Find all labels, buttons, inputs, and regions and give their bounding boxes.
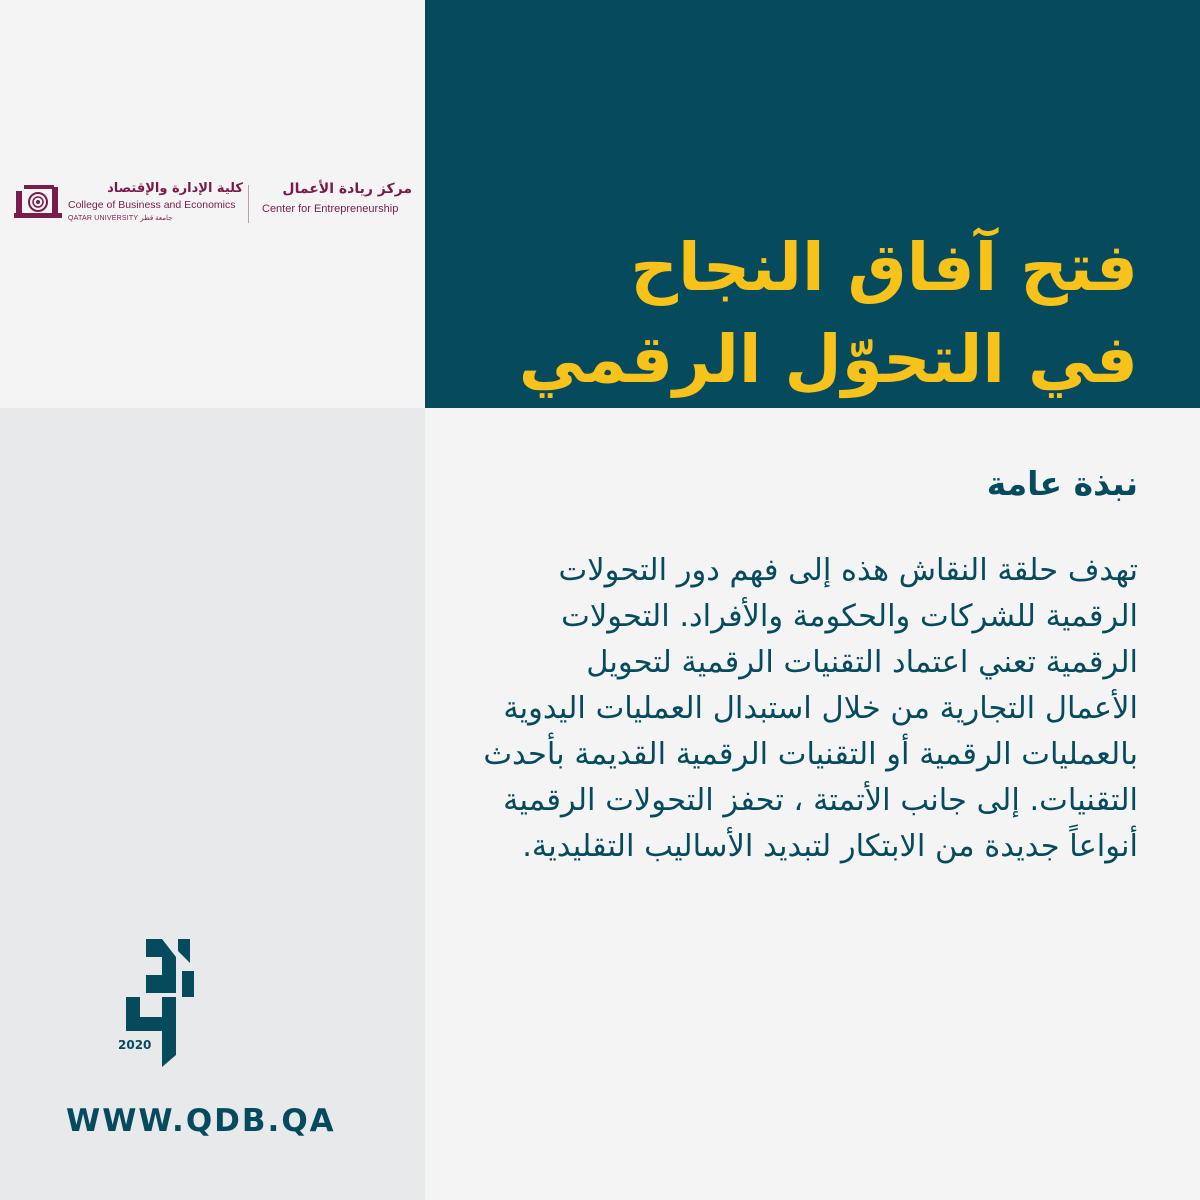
university-name: QATAR UNIVERSITY جامعة قطر — [68, 215, 173, 222]
paragraph-line: الرقمية تعني اعتماد التقنيات الرقمية لتحويل — [586, 645, 1138, 680]
logo-divider — [248, 185, 249, 223]
paragraph-line: تهدف حلقة النقاش هذه إلى فهم دور التحولات — [558, 553, 1138, 588]
center-name-english: Center for Entrepreneurship — [262, 203, 399, 215]
paragraph-line: أنواعاً جديدة من الابتكار لتبديد الأساليب التقليدية. — [522, 829, 1138, 864]
paragraph-line: الرقمية للشركات والحكومة والأفراد. التحولات — [561, 599, 1138, 634]
website-url[interactable]: WWW.QDB.QA — [66, 1103, 336, 1139]
college-emblem-icon — [12, 183, 64, 223]
paragraph-line: بالعمليات الرقمية أو التقنيات الرقمية القديمة بأحدث — [483, 737, 1138, 772]
partner-logos — [12, 183, 412, 225]
paragraph-line: الأعمال التجارية من خلال استبدال العمليات اليدوية — [503, 691, 1138, 726]
event-title — [438, 222, 1138, 406]
college-name-arabic: كلية الإدارة والإقتصاد — [107, 181, 243, 196]
paragraph-line: التقنيات. إلى جانب الأتمتة ، تحفز التحولات الرقمية — [503, 783, 1138, 818]
center-logo-text — [262, 183, 412, 225]
overview-heading: نبذة عامة — [986, 464, 1138, 503]
event-title-line-1: فتح آفاق النجاح — [630, 229, 1138, 306]
college-logo-text — [68, 183, 243, 225]
center-name-arabic: مركز ريادة الأعمال — [282, 181, 412, 197]
college-name-english: College of Business and Economics — [68, 199, 236, 211]
event-title-line-2: في التحوّل الرقمي — [518, 321, 1138, 398]
overview-paragraph — [398, 548, 1138, 870]
brand-year: 2020 — [118, 1038, 152, 1052]
